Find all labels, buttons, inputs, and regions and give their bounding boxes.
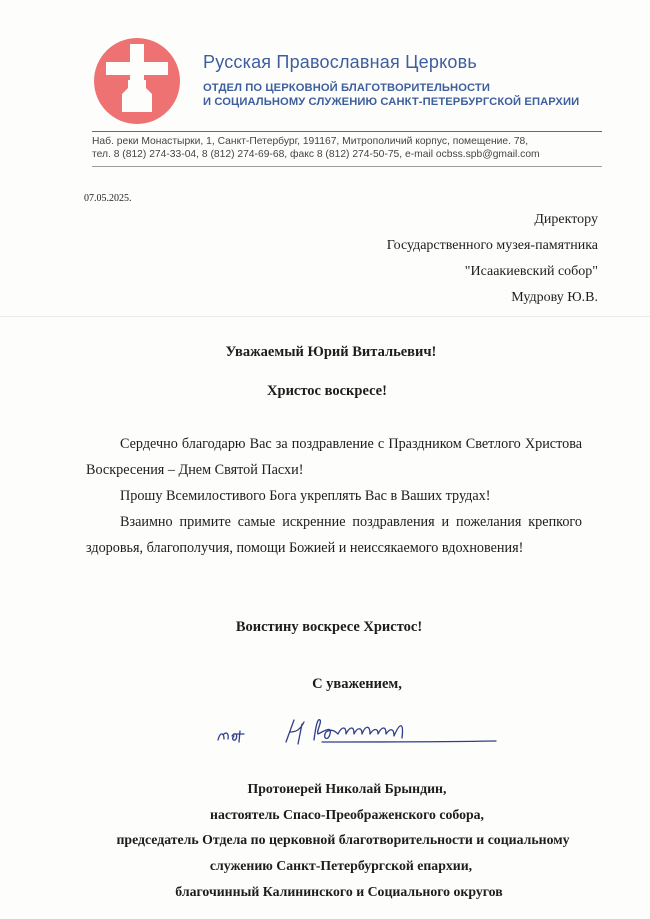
letter-date: 07.05.2025. [84, 193, 132, 204]
handwritten-signature [214, 712, 504, 752]
recipient-line-2: Государственного музея-памятника [386, 238, 598, 253]
recipient-line-4: Мудрову Ю.В. [511, 290, 598, 305]
easter-greeting: Христос воскресе! [267, 383, 387, 399]
paper-fold-line [0, 316, 650, 317]
signatory-title-2: председатель Отдела по церковной благотворительности и социальному [116, 832, 570, 847]
recipient-line-3: "Исаакиевский собор" [464, 264, 598, 279]
body-paragraph-1: Сердечно благодарю Вас за поздравление с Праздником Светлого Христова Воскресения – Днем Святой Пасхи! [86, 436, 582, 478]
signatory-title-3: служению Санкт-Петербургской епархии, [209, 858, 473, 873]
letterhead-bottom-rule [92, 166, 602, 167]
closing-regards: С уважением, [312, 676, 402, 692]
address-line-1: Наб. реки Монастырки, 1, Санкт-Петербург, 191167, Митрополичий корпус, помещение. 78, [92, 136, 529, 147]
signatory-title-1: настоятель Спасо-Преображенского собора, [210, 807, 484, 822]
letterhead-top-rule [92, 131, 602, 132]
salutation: Уважаемый Юрий Витальевич! [225, 344, 437, 360]
department-line-1: ОТДЕЛ ПО ЦЕРКОВНОЙ БЛАГОТВОРИТЕЛЬНОСТИ [203, 82, 491, 94]
body-paragraph-3: Взаимно примите самые искренние поздравления и пожелания крепкого здоровья, благополучия, помощи Божией и неиссякаемого вдохновения! [86, 514, 582, 556]
signatory-name: Протоиерей Николай Брындин, [247, 781, 447, 796]
signatory-title-4: благочинный Калининского и Социального округов [175, 884, 503, 899]
easter-response: Воистину воскресе Христос! [235, 619, 423, 635]
address-line-2: тел. 8 (812) 274-33-04, 8 (812) 274-69-68, факс 8 (812) 274-50-75, e-mail ocbss.spb@gmail.com [92, 149, 540, 160]
org-name: Русская Православная Церковь [203, 52, 477, 72]
body-paragraph-2: Прошу Всемилостивого Бога укреплять Вас в Ваших трудах! [120, 488, 491, 504]
church-cross-logo-icon [92, 36, 182, 126]
recipient-line-1: Директору [534, 212, 598, 227]
department-line-2: И СОЦИАЛЬНОМУ СЛУЖЕНИЮ САНКТ-ПЕТЕРБУРГСКОЙ ЕПАРХИИ [203, 96, 580, 108]
